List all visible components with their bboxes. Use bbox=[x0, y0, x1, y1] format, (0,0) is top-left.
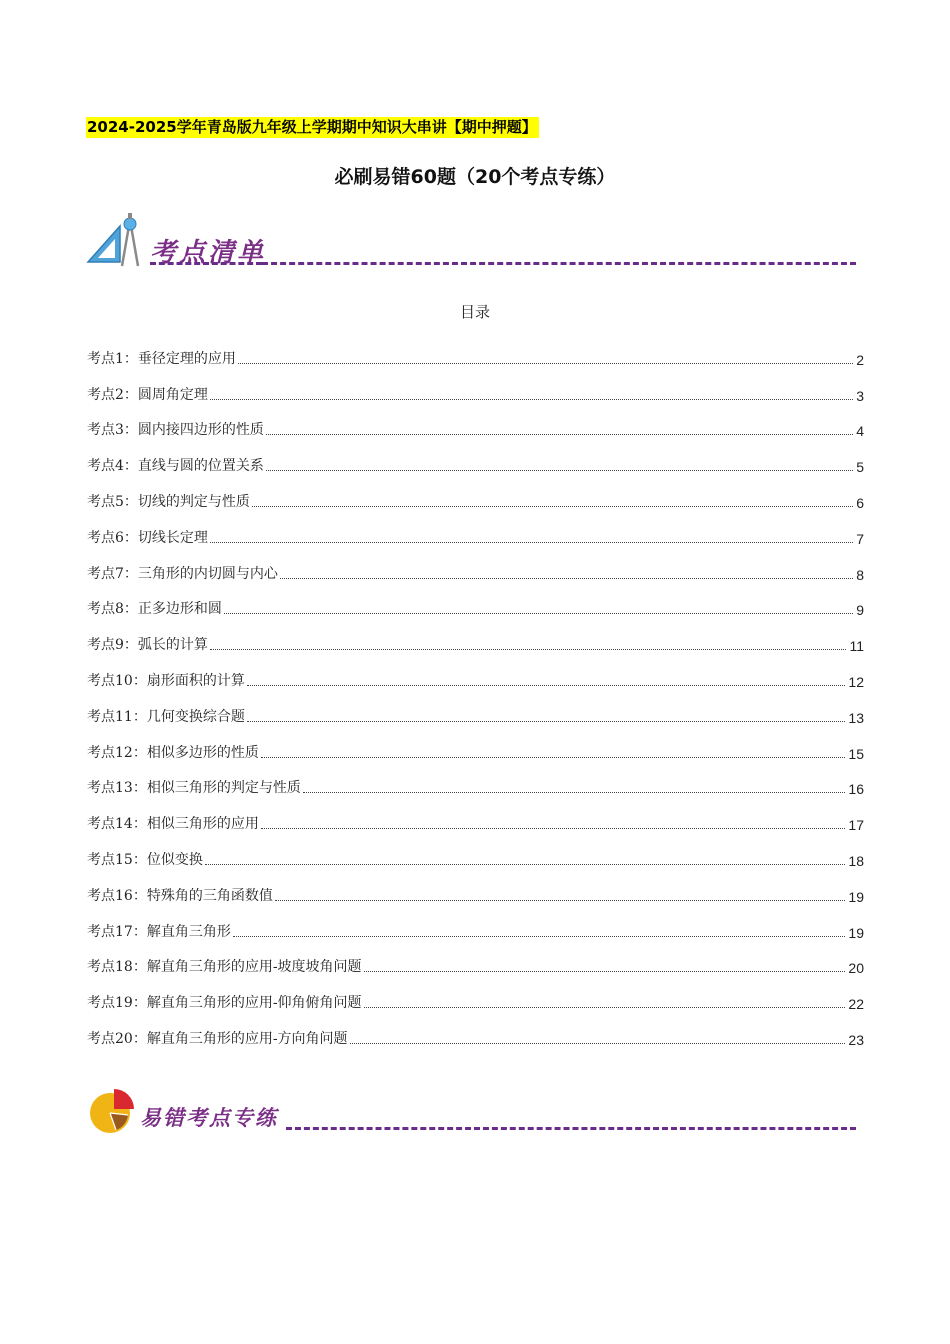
toc-entry-title: 相似三角形的判定与性质 bbox=[146, 780, 301, 797]
key-points-banner-title: 考点清单 bbox=[150, 238, 267, 268]
toc-entry-title: 特殊角的三角函数值 bbox=[146, 887, 273, 904]
toc-dot-leader bbox=[275, 899, 846, 901]
toc-entry-page: 13 bbox=[848, 709, 864, 726]
toc-entry-title: 切线的判定与性质 bbox=[137, 493, 250, 510]
toc-entry[interactable] bbox=[87, 511, 864, 547]
toc-entry-page: 19 bbox=[848, 924, 864, 941]
toc-entry-number: 考点8： bbox=[87, 601, 138, 618]
toc-entry-page: 7 bbox=[856, 530, 864, 547]
toc-entry[interactable] bbox=[87, 618, 864, 654]
toc-entry-number: 考点12： bbox=[87, 744, 147, 761]
toc-entry-title: 解直角三角形的应用-仰角俯角问题 bbox=[146, 995, 362, 1012]
toc-entry-title: 圆周角定理 bbox=[137, 386, 208, 403]
toc-entry-page: 22 bbox=[848, 996, 864, 1013]
toc-entry-number: 考点2： bbox=[87, 386, 138, 403]
toc-entry-page: 17 bbox=[848, 817, 864, 834]
toc-entry-title: 相似多边形的性质 bbox=[146, 744, 259, 761]
toc-entry-page: 8 bbox=[856, 566, 864, 583]
toc-entry-page: 16 bbox=[848, 781, 864, 798]
toc-entry[interactable] bbox=[87, 404, 864, 440]
toc-entry-number: 考点17： bbox=[87, 923, 147, 940]
toc-dot-leader bbox=[210, 541, 853, 543]
toc-entry[interactable] bbox=[87, 833, 864, 869]
toc-entry-title: 弧长的计算 bbox=[137, 637, 208, 654]
toc-entry-number: 考点9： bbox=[87, 637, 138, 654]
document-subtitle: 必刷易错60题（20个考点专练） bbox=[334, 166, 616, 188]
toc-entry-page: 2 bbox=[856, 351, 864, 368]
toc-dot-leader bbox=[350, 1042, 846, 1044]
toc-entry-title: 切线长定理 bbox=[137, 529, 208, 546]
toc-entry-page: 6 bbox=[856, 494, 864, 511]
toc-entry-title: 位似变换 bbox=[146, 851, 203, 868]
toc-entry[interactable] bbox=[87, 690, 864, 726]
banner-divider-line bbox=[262, 262, 856, 265]
banner-underline bbox=[150, 262, 262, 265]
toc-entry[interactable] bbox=[87, 797, 864, 833]
toc-entry-page: 5 bbox=[856, 459, 864, 476]
toc-entry-number: 考点3： bbox=[87, 422, 138, 439]
toc-entry-number: 考点1： bbox=[87, 350, 138, 367]
toc-entry-title: 直线与圆的位置关系 bbox=[137, 458, 264, 475]
toc-entry-number: 考点11： bbox=[87, 708, 147, 725]
toc-entry-title: 三角形的内切圆与内心 bbox=[137, 565, 278, 582]
toc-entry-page: 20 bbox=[848, 960, 864, 977]
toc-entry[interactable] bbox=[87, 941, 864, 977]
toc-entry-page: 12 bbox=[848, 673, 864, 690]
table-of-contents bbox=[87, 332, 864, 1048]
toc-entry-number: 考点10： bbox=[87, 672, 147, 689]
toc-entry[interactable] bbox=[87, 905, 864, 941]
toc-entry[interactable] bbox=[87, 1012, 864, 1048]
error-prone-banner-title: 易错考点专练 bbox=[140, 1105, 278, 1130]
toc-dot-leader bbox=[261, 827, 846, 829]
toc-entry-page: 15 bbox=[848, 745, 864, 762]
toc-entry-title: 圆内接四边形的性质 bbox=[137, 422, 264, 439]
toc-dot-leader bbox=[247, 720, 846, 722]
toc-entry[interactable] bbox=[87, 762, 864, 798]
toc-dot-leader bbox=[210, 398, 853, 400]
toc-dot-leader bbox=[364, 970, 846, 972]
toc-entry-title: 垂径定理的应用 bbox=[137, 350, 236, 367]
toc-entry-number: 考点19： bbox=[87, 995, 147, 1012]
toc-entry-number: 考点20： bbox=[87, 1030, 147, 1047]
toc-entry[interactable] bbox=[87, 654, 864, 690]
toc-heading: 目录 bbox=[459, 303, 490, 321]
toc-dot-leader bbox=[266, 469, 853, 471]
toc-entry[interactable] bbox=[87, 332, 864, 368]
toc-entry-number: 考点16： bbox=[87, 887, 147, 904]
toc-entry-title: 解直角三角形的应用-坡度坡角问题 bbox=[146, 959, 362, 976]
toc-entry-number: 考点6： bbox=[87, 529, 138, 546]
toc-entry[interactable] bbox=[87, 583, 864, 619]
toc-entry-page: 3 bbox=[856, 387, 864, 404]
pie-chart-icon bbox=[88, 1085, 138, 1135]
toc-dot-leader bbox=[205, 863, 846, 865]
toc-entry[interactable] bbox=[87, 368, 864, 404]
toc-dot-leader bbox=[261, 756, 846, 758]
toc-dot-leader bbox=[303, 791, 846, 793]
toc-entry-title: 几何变换综合题 bbox=[146, 708, 245, 725]
toc-entry-title: 扇形面积的计算 bbox=[146, 672, 245, 689]
toc-entry-number: 考点13： bbox=[87, 780, 147, 797]
toc-entry-page: 18 bbox=[848, 852, 864, 869]
toc-entry-page: 23 bbox=[848, 1031, 864, 1048]
toc-entry-number: 考点14： bbox=[87, 816, 147, 833]
toc-entry-title: 相似三角形的应用 bbox=[146, 816, 259, 833]
toc-entry[interactable] bbox=[87, 726, 864, 762]
toc-entry[interactable] bbox=[87, 475, 864, 511]
toc-entry[interactable] bbox=[87, 976, 864, 1012]
toc-dot-leader bbox=[364, 1006, 846, 1008]
toc-entry-number: 考点15： bbox=[87, 851, 147, 868]
toc-dot-leader bbox=[238, 362, 853, 364]
toc-entry-title: 正多边形和圆 bbox=[137, 601, 222, 618]
banner-divider-line bbox=[286, 1127, 856, 1130]
toc-entry-number: 考点5： bbox=[87, 493, 138, 510]
toc-dot-leader bbox=[233, 935, 846, 937]
toc-entry[interactable] bbox=[87, 869, 864, 905]
toc-dot-leader bbox=[252, 505, 853, 507]
toc-dot-leader bbox=[266, 433, 853, 435]
toc-entry-page: 4 bbox=[856, 423, 864, 440]
error-prone-banner bbox=[86, 1082, 856, 1138]
toc-entry-title: 解直角三角形 bbox=[146, 923, 231, 940]
toc-entry-number: 考点7： bbox=[87, 565, 138, 582]
toc-entry[interactable] bbox=[87, 547, 864, 583]
toc-entry-number: 考点18： bbox=[87, 959, 147, 976]
toc-dot-leader bbox=[210, 648, 847, 650]
toc-dot-leader bbox=[224, 612, 853, 614]
toc-entry[interactable] bbox=[87, 439, 864, 475]
toc-entry-title: 解直角三角形的应用-方向角问题 bbox=[146, 1030, 348, 1047]
toc-entry-page: 11 bbox=[849, 638, 864, 655]
toc-dot-leader bbox=[280, 577, 853, 579]
toc-entry-page: 9 bbox=[856, 602, 864, 619]
key-points-banner bbox=[86, 210, 856, 272]
document-headline: 2024-2025学年青岛版九年级上学期期中知识大串讲【期中押题】 bbox=[87, 118, 537, 136]
toc-dot-leader bbox=[247, 684, 846, 686]
toc-entry-number: 考点4： bbox=[87, 458, 138, 475]
set-square-compass-icon bbox=[86, 212, 148, 268]
toc-entry-page: 19 bbox=[848, 888, 864, 905]
